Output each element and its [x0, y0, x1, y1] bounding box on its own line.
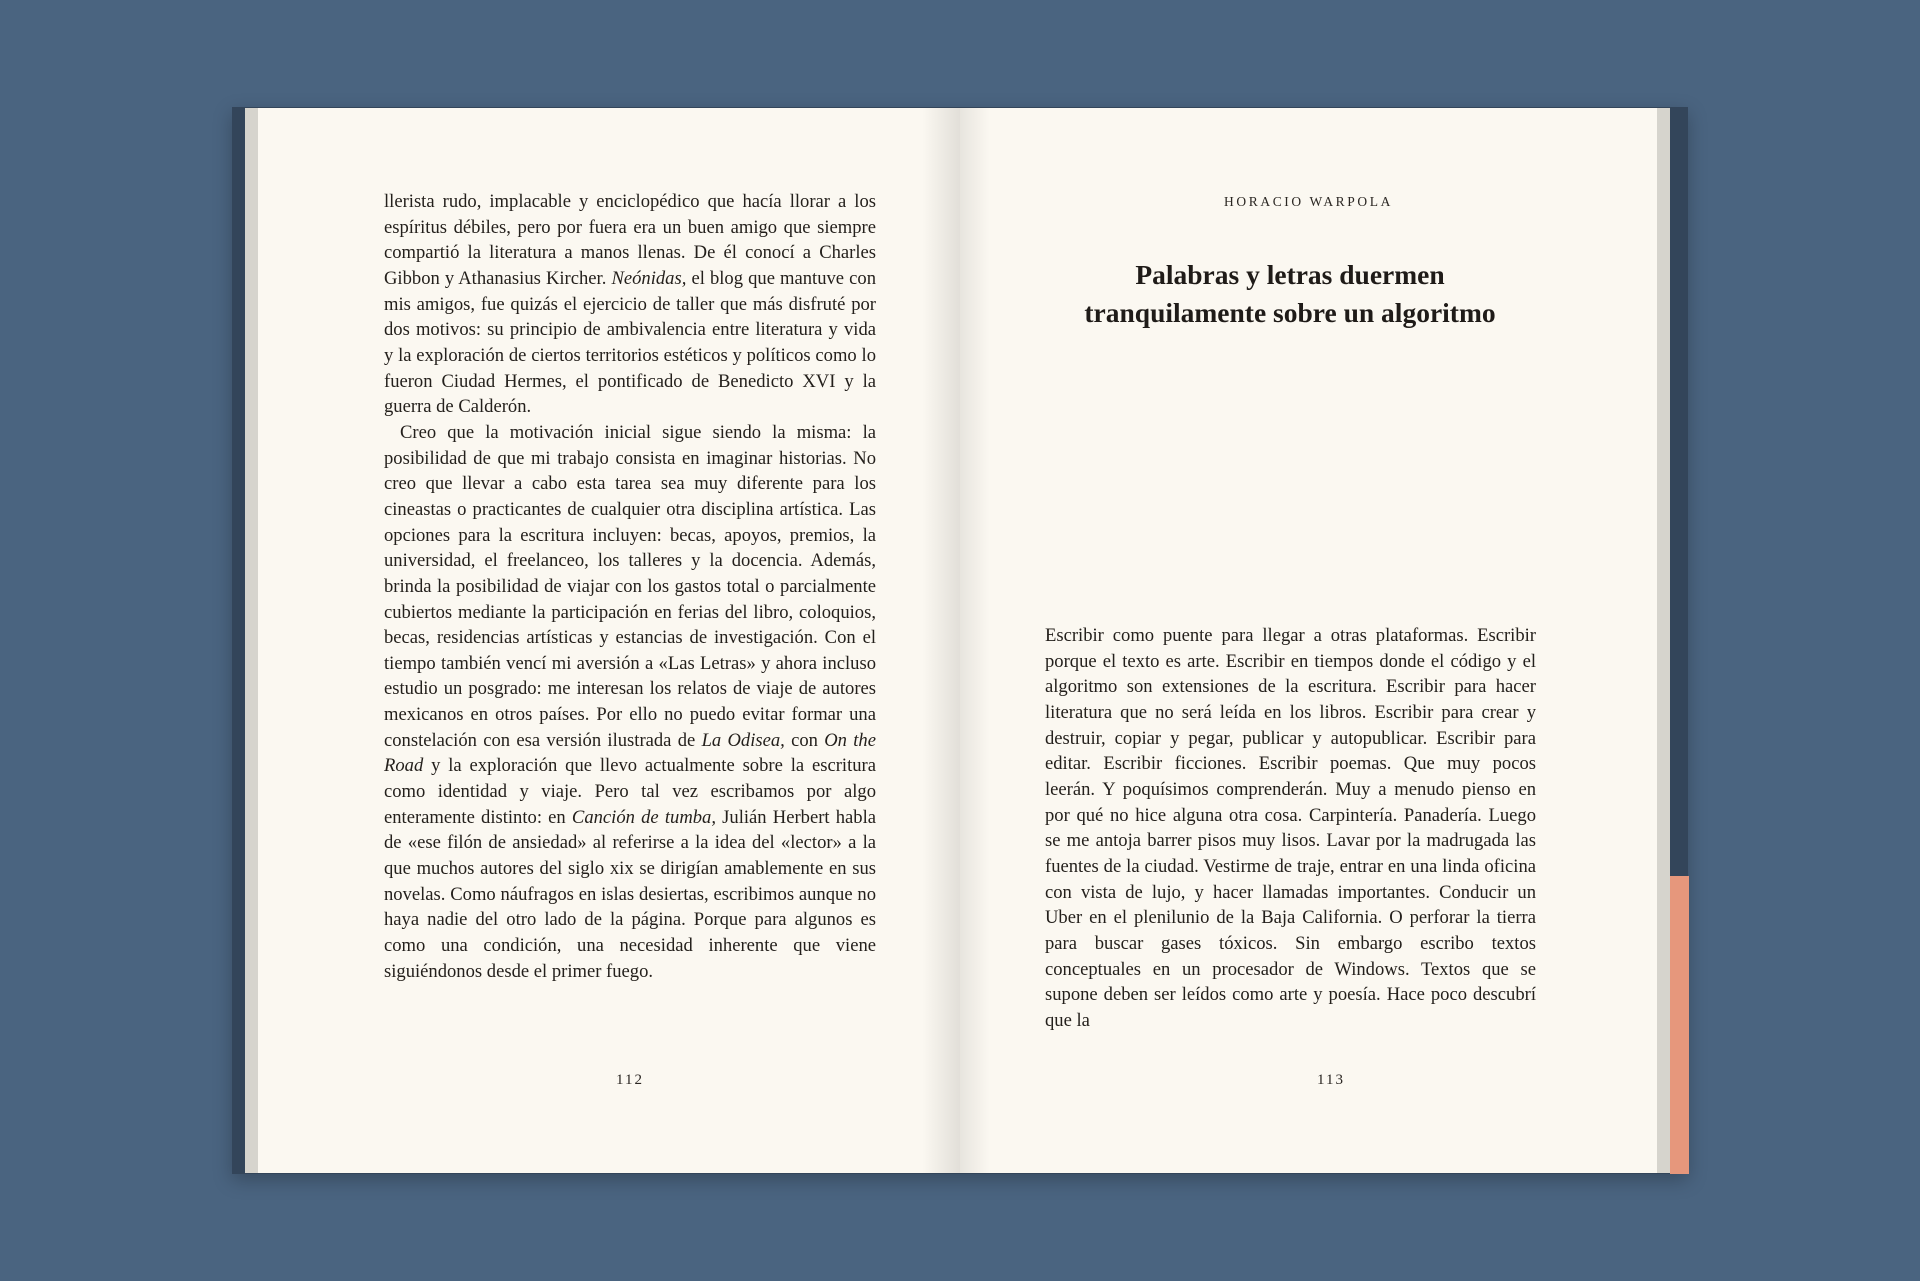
italic-run: Canción de tumba,: [571, 806, 716, 828]
tab-marker: [1670, 876, 1689, 1174]
right-page-edges: [1656, 108, 1670, 1173]
chapter-title: [1020, 256, 1560, 332]
left-page-edges: [245, 108, 259, 1173]
text-run: con: [784, 729, 825, 751]
paragraph: [1045, 623, 1536, 1034]
right-page-body: [1045, 623, 1536, 1034]
page-number: 113: [1317, 1072, 1345, 1088]
text-run: Escribir como puente para llegar a otras plataformas. Escribir porque el texto es arte. Escribir en tiempos donde el código y el algoritmo son extensiones de la escritura. Escribir para hacer literatura que no será leída en los libros. Escribir para crear y destruir, copiar y pegar, publicar y autopublicar. Escribir para editar. Escribir ficciones. Escribir poemas. Que muy pocos leerán. Y poquísimos comprenderán. Muy a menudo pienso en por qué no hice alguna otra cosa. Carpintería. Panadería. Luego se me antoja barrer pisos muy lisos. Lavar por la madrugada las fuentes de la ciudad. Vestirme de traje, entrar en una linda oficina con vista de lujo, y hacer llamadas importantes. Conducir un Uber en el plenilunio de la Baja California. O perforar la tierra para buscar gases tóxicos. Sin embargo escribo textos conceptuales en un procesador de Windows. Textos que se supone deben ser leídos como arte y poesía. Hace poco descubrí que la: [1045, 625, 1536, 1031]
text-run: Creo que la motivación inicial sigue siendo la misma: la posibilidad de que mi trabajo consista en imaginar historias. No creo que llevar a cabo esta tarea sea muy diferente para los cineastas o practicantes de cualquier otra disciplina artística. Las opciones para la escritura incluyen: becas, apoyos, premios, la universidad, el freelanceo, los talleres y la docencia. Además, brinda la posibilidad de viajar con los gastos total o parcialmente cubiertos mediante la participación en ferias del libro, coloquios, becas, residencias artísticas y estancias de investigación. Con el tiempo también vencí mi aversión a «Las Letras» y ahora incluso estudio un posgrado: me interesan los relatos de viaje de autores mexicanos en otros países. Por ello no puedo evitar formar una constelación con esa versión ilustrada de: [384, 421, 876, 751]
running-head: HORACIO WARPOLA: [1224, 194, 1393, 209]
chapter-title-line: Palabras y letras duermen: [1135, 259, 1445, 290]
text-run: el blog que mantuve con mis amigos, fue quizás el ejercicio de taller que más disfruté por dos motivos: su principio de ambivalencia entre literatura y vida y la exploración de ciertos territorios estéticos y políticos como lo fueron Ciudad Hermes, el pontificado de Benedicto XVI y la guerra de Calderón.: [384, 267, 876, 418]
left-page-body: [384, 189, 876, 984]
right-page: [960, 108, 1657, 1173]
text-run: Julián Herbert habla de «ese filón de ansiedad» al referirse a la idea del «lector» a la que muchos autores del siglo xix se dirigían amablemente en sus novelas. Como náufragos en islas desiertas, escribimos aunque no haya nadie del otro lado de la página. Porque para algunos es como una condición, una necesidad inherente que viene siguiéndonos desde el primer fuego.: [384, 806, 877, 982]
paragraph: [384, 420, 876, 984]
text-run: y la exploración que llevo actualmente sobre la escritura como identidad y viaje. Pero tal vez escribamos por algo enteramente distinto: en: [384, 755, 876, 828]
chapter-title-line: tranquilamente sobre un algoritmo: [1084, 297, 1496, 328]
text-run: llerista rudo, implacable y enciclopédico que hacía llorar a los espíritus débiles, pero por fuera era un buen amigo que siempre compartió la literatura a manos llenas. De él conocí a Charles Gibbon y Athanasius Kircher.: [384, 191, 876, 289]
paragraph: [384, 189, 876, 420]
left-page: [258, 108, 960, 1173]
italic-run: Neónidas,: [611, 267, 687, 289]
italic-run: On the Road: [384, 729, 876, 777]
italic-run: La Odisea,: [701, 729, 785, 751]
page-number: 112: [616, 1072, 644, 1088]
